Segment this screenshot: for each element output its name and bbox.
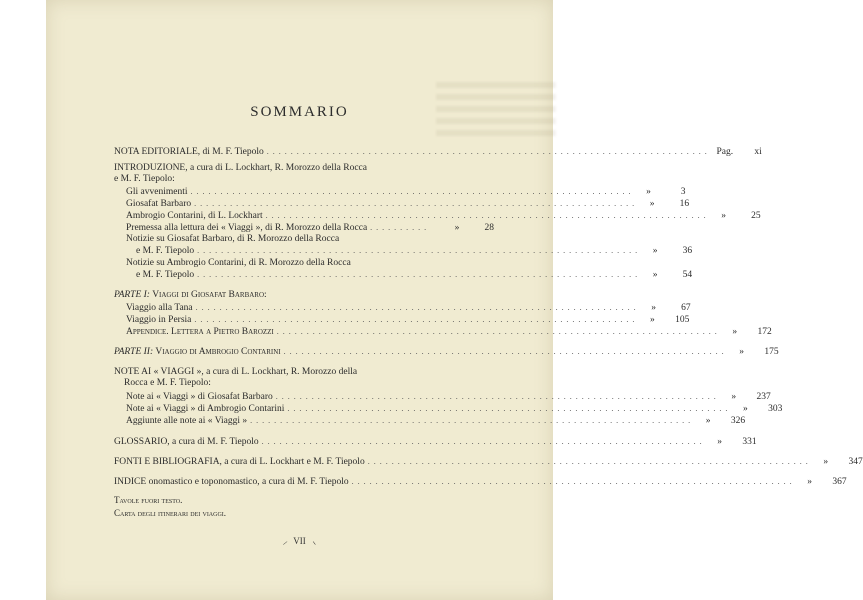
- entry-text: Gli avvenimenti: [126, 187, 188, 197]
- page-marker: »: [652, 246, 658, 256]
- page-marker: »: [454, 223, 460, 233]
- toc-entry-parte-2: [114, 346, 779, 358]
- entry-text: GLOSSARIO, a cura di M. F. Tiepolo: [114, 437, 259, 447]
- entry-text: FONTI E BIBLIOGRAFIA, a cura di L. Lockhart e M. F. Tiepolo: [114, 457, 365, 467]
- page-number: 175: [764, 347, 779, 357]
- toc-entry-tana: [126, 302, 691, 314]
- toc-entry-note-viaggi: [114, 367, 494, 389]
- toc-entry-note-contarini: [126, 403, 783, 415]
- toc-entry-notizie-contarini: [126, 258, 693, 281]
- page-marker: »: [731, 392, 737, 402]
- toc-entry-notizie-barbaro: [126, 234, 693, 257]
- toc-entry-premessa: [126, 222, 494, 234]
- entry-text: Aggiunte alle note ai « Viaggi »: [126, 416, 248, 426]
- entry-text: Note ai « Viaggi » di Ambrogio Contarini: [126, 404, 285, 414]
- toc-entry-nota: [114, 146, 762, 158]
- page-marker: »: [743, 404, 748, 414]
- entry-text: Notizie su Ambrogio Contarini, di R. Morozzo della Rocca: [126, 258, 351, 268]
- entry-text: INDICE onomastico e toponomastico, a cura di M. F. Tiepolo: [114, 477, 349, 487]
- leader-dots: ..........................................................................: [190, 187, 635, 196]
- entry-text: Notizie su Giosafat Barbaro, di R. Morozzo della Rocca: [126, 234, 340, 244]
- page-number: 36: [682, 246, 693, 256]
- leader-dots: ..........................................................................: [194, 315, 639, 324]
- page-marker: »: [721, 211, 727, 221]
- page-footer: [46, 534, 553, 547]
- toc-entry-appendice: [126, 326, 772, 338]
- toc-entry-note-barbaro: [126, 391, 771, 403]
- page-number: 237: [756, 392, 771, 402]
- leader-dots: ..........: [370, 223, 431, 232]
- toc-entry-glossario: [114, 436, 757, 448]
- entry-text: INTRODUZIONE, a cura di L. Lockhart, R. Morozzo della Rocca: [114, 163, 367, 173]
- leader-dots: ..........................................................................: [351, 477, 796, 486]
- leader-dots: ..........................................................................: [261, 437, 706, 446]
- page-number: 67: [681, 303, 691, 313]
- page-marker: »: [652, 270, 658, 280]
- page-marker: »: [739, 347, 744, 357]
- book-page: [46, 0, 863, 600]
- toc-entry-persia: [126, 314, 690, 326]
- leader-dots: ..........................................................................: [197, 246, 642, 255]
- page-number: 54: [682, 270, 693, 280]
- toc-entry-introduzione: [114, 163, 494, 185]
- page-number: 367: [832, 477, 847, 487]
- entry-text: Giosafat Barbaro: [126, 199, 192, 209]
- page-number: 25: [751, 211, 761, 221]
- page-number: 347: [848, 457, 863, 467]
- page-number: 326: [730, 416, 746, 426]
- toc-entry-avvenimenti: [126, 186, 686, 198]
- page-marker: »: [649, 199, 655, 209]
- entry-text-cont: e M. F. Tiepolo: [136, 270, 195, 280]
- left-flourish: ⸝: [282, 536, 288, 546]
- entry-text: NOTE AI « VIAGGI », a cura di L. Lockhart, R. Morozzo della: [114, 367, 358, 377]
- page-number: 3: [680, 187, 686, 197]
- page-marker: »: [705, 416, 711, 426]
- toc-entry-aggiunte: [126, 415, 746, 427]
- page-number: 172: [757, 327, 772, 337]
- part-label: PARTE II:: [114, 347, 154, 357]
- leader-dots: ..........................................................................: [367, 457, 812, 466]
- page-marker: »: [823, 457, 829, 467]
- entry-text: Viaggio di Ambrogio Contarini: [153, 347, 281, 357]
- page-number: 28: [484, 223, 494, 233]
- toc-entry-barbaro: [126, 198, 690, 210]
- entry-text-cont: e M. F. Tiepolo:: [114, 174, 175, 184]
- page-marker: »: [717, 437, 723, 447]
- right-flourish: ⸜: [311, 536, 317, 546]
- toc-entry-fonti: [114, 456, 863, 468]
- entry-text: Note ai « Viaggi » di Giosafat Barbaro: [126, 392, 273, 402]
- page-marker: »: [651, 303, 657, 313]
- entry-text: Ambrogio Contarini, di L. Lockhart: [126, 211, 263, 221]
- page-folio: VII: [293, 536, 306, 546]
- entry-text: Viaggio in Persia: [126, 315, 192, 325]
- page-number: xi: [754, 147, 762, 157]
- leader-dots: ..........................................................................: [265, 211, 710, 220]
- entry-text: Viaggi di Giosafat Barbaro:: [149, 290, 267, 300]
- entry-text: Appendice. Lettera a Pietro Barozzi: [126, 327, 274, 337]
- entry-text-cont: Rocca e M. F. Tiepolo:: [124, 378, 211, 388]
- page-number: 303: [768, 404, 783, 414]
- page-title: SOMMARIO: [250, 104, 349, 120]
- toc-entry-contarini: [126, 210, 761, 222]
- part-label: PARTE I:: [114, 290, 150, 300]
- leader-dots: ..........................................................................: [266, 147, 711, 156]
- carta-line: Carta degli itinerari dei viaggi.: [114, 508, 227, 518]
- entry-text: Premessa alla lettura dei « Viaggi », di R. Morozzo della Rocca: [126, 223, 368, 233]
- toc-entry-parte-1: [114, 290, 494, 301]
- page-marker: »: [650, 315, 655, 325]
- tavole-line: Tavole fuori testo.: [114, 495, 183, 505]
- page-marker: »: [646, 187, 651, 197]
- page-number: 331: [742, 437, 757, 447]
- leader-dots: ..........................................................................: [195, 303, 640, 312]
- leader-dots: ..........................................................................: [276, 327, 721, 336]
- leader-dots: ..........................................................................: [275, 392, 720, 401]
- toc-entry-indice: [114, 476, 847, 488]
- leader-dots: ..........................................................................: [197, 270, 642, 279]
- leader-dots: ..........................................................................: [283, 347, 728, 356]
- entry-text: NOTA EDITORIALE, di M. F. Tiepolo: [114, 147, 264, 157]
- leader-dots: ..........................................................................: [194, 199, 639, 208]
- page-marker: »: [732, 327, 738, 337]
- entry-text: Viaggio alla Tana: [126, 303, 193, 313]
- page-marker: Pag.: [716, 147, 734, 157]
- entry-text-cont: e M. F. Tiepolo: [136, 246, 195, 256]
- leader-dots: ..........................................................................: [287, 404, 732, 413]
- page-number: 105: [675, 315, 690, 325]
- page-marker: »: [807, 477, 812, 487]
- page-number: 16: [679, 199, 690, 209]
- leader-dots: ..........................................................................: [250, 416, 695, 425]
